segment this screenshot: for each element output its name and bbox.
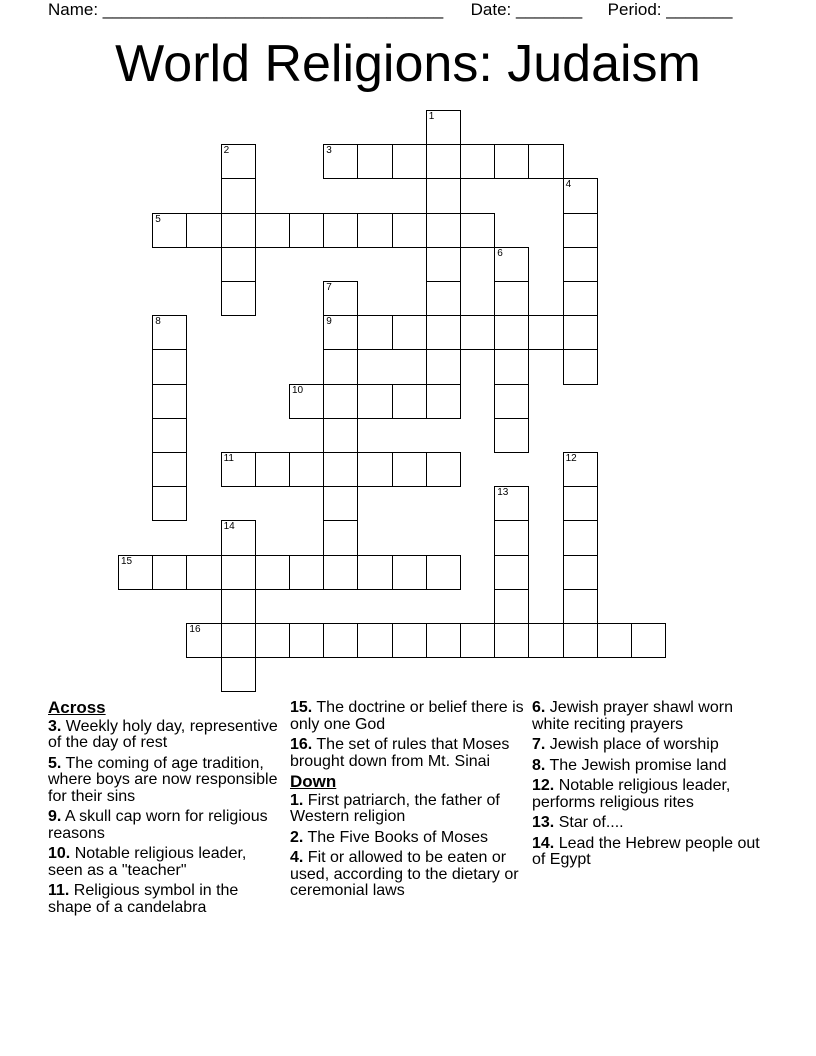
- clue-text: The coming of age tradition, where boys are now responsible for their sins: [48, 754, 278, 805]
- grid-cell[interactable]: [563, 315, 598, 350]
- clue-number-label: 6.: [532, 699, 546, 716]
- grid-cell[interactable]: [323, 623, 358, 658]
- grid-cell[interactable]: [357, 555, 392, 590]
- clue-text: The doctrine or belief there is only one God: [290, 699, 524, 733]
- clue-number-label: 5.: [48, 754, 62, 772]
- grid-cell[interactable]: [255, 623, 290, 658]
- clue-item: [532, 737, 762, 754]
- clue-text: First patriarch, the father of Western religion: [290, 791, 500, 825]
- grid-cell[interactable]: [426, 623, 461, 658]
- grid-cell[interactable]: [323, 349, 358, 384]
- clue-item: [290, 830, 526, 847]
- grid-cell[interactable]: [426, 110, 461, 145]
- clue-text: Lead the Hebrew people out of Egypt: [532, 834, 760, 868]
- clue-number-label: 3.: [48, 717, 62, 735]
- grid-cell[interactable]: [323, 315, 358, 350]
- grid-cell[interactable]: [528, 623, 563, 658]
- grid-cell[interactable]: [563, 213, 598, 248]
- grid-cell[interactable]: [152, 349, 187, 384]
- clue-number-label: 9.: [48, 808, 62, 825]
- clue-text: Notable religious leader, performs religious rites: [532, 777, 731, 811]
- clue-item: [532, 758, 762, 775]
- clues-column-2: [290, 700, 526, 904]
- grid-cell[interactable]: [221, 178, 256, 213]
- grid-cell[interactable]: [392, 452, 427, 487]
- period-field[interactable]: Period: _______: [607, 0, 733, 19]
- grid-cell[interactable]: [152, 486, 187, 521]
- page-title: World Religions: Judaism: [115, 35, 701, 93]
- grid-cell[interactable]: [494, 486, 529, 521]
- clue-number: 8: [155, 316, 161, 328]
- grid-cell[interactable]: [563, 486, 598, 521]
- grid-cell[interactable]: [563, 520, 598, 555]
- grid-cell[interactable]: [392, 384, 427, 419]
- grid-cell[interactable]: [426, 555, 461, 590]
- clue-item: [532, 700, 762, 733]
- clue-number-label: 15.: [290, 699, 313, 716]
- clue-number-label: 2.: [290, 828, 304, 846]
- clue-number-label: 7.: [532, 736, 546, 753]
- clue-number: 16: [189, 624, 201, 635]
- clue-number-label: 8.: [532, 756, 546, 774]
- grid-cell[interactable]: [357, 315, 392, 350]
- grid-cell[interactable]: [563, 452, 598, 487]
- grid-cell[interactable]: [289, 384, 324, 419]
- clue-text: Fit or allowed to be eaten or used, according to the dietary or ceremonial laws: [290, 849, 519, 899]
- grid-cell[interactable]: [255, 555, 290, 590]
- grid-cell[interactable]: [323, 520, 358, 555]
- grid-cell[interactable]: [528, 315, 563, 350]
- grid-cell[interactable]: [392, 213, 427, 248]
- clue-number: 6: [497, 247, 503, 259]
- grid-cell[interactable]: [494, 281, 529, 316]
- clue-number: 2: [223, 145, 230, 157]
- grid-cell[interactable]: [186, 555, 221, 590]
- clue-number-label: 14.: [532, 834, 555, 852]
- grid-cell[interactable]: [221, 247, 256, 282]
- clue-item: [532, 815, 762, 832]
- clue-number: 10: [292, 384, 304, 396]
- grid-cell[interactable]: [289, 623, 324, 658]
- grid-cell[interactable]: [563, 178, 598, 213]
- clue-item: [532, 836, 762, 869]
- clue-number: 7: [326, 282, 332, 293]
- clue-item: [290, 793, 526, 826]
- clue-number: 14: [223, 521, 235, 533]
- clue-number: 4: [565, 179, 572, 191]
- clue-item: [48, 719, 284, 752]
- clue-item: [48, 756, 284, 806]
- grid-cell[interactable]: [494, 349, 529, 384]
- clue-item: [290, 700, 526, 733]
- grid-cell[interactable]: [152, 452, 187, 487]
- clue-item: [532, 778, 762, 811]
- grid-cell[interactable]: [392, 623, 427, 658]
- grid-cell[interactable]: [152, 384, 187, 419]
- grid-cell[interactable]: [357, 144, 392, 179]
- grid-cell[interactable]: [494, 520, 529, 555]
- grid-cell[interactable]: [426, 144, 461, 179]
- clue-number-label: 12.: [532, 777, 555, 794]
- date-field[interactable]: Date: _______: [470, 0, 583, 19]
- across-heading: Across: [48, 698, 106, 717]
- grid-cell[interactable]: [289, 213, 324, 248]
- grid-cell[interactable]: [323, 384, 358, 419]
- grid-cell[interactable]: [357, 384, 392, 419]
- grid-cell[interactable]: [323, 555, 358, 590]
- grid-cell[interactable]: [323, 452, 358, 487]
- grid-cell[interactable]: [460, 213, 495, 248]
- clue-number: 13: [497, 487, 509, 499]
- grid-cell[interactable]: [563, 555, 598, 590]
- grid-cell[interactable]: [289, 555, 324, 590]
- clue-text: Jewish place of worship: [545, 736, 719, 753]
- grid-cell[interactable]: [563, 623, 598, 658]
- clue-number: 11: [223, 453, 234, 464]
- grid-cell[interactable]: [563, 281, 598, 316]
- clues-column-1: [48, 700, 284, 920]
- clue-item: [48, 846, 284, 879]
- grid-cell[interactable]: [426, 178, 461, 213]
- grid-cell[interactable]: [494, 247, 529, 282]
- clue-item: [290, 850, 526, 900]
- clue-text: The Five Books of Moses: [303, 828, 489, 846]
- name-field[interactable]: Name: ____________________________________: [48, 0, 444, 19]
- grid-cell[interactable]: [152, 315, 187, 350]
- grid-cell[interactable]: [631, 623, 666, 658]
- grid-cell[interactable]: [323, 144, 358, 179]
- grid-cell[interactable]: [186, 213, 221, 248]
- grid-cell[interactable]: [357, 452, 392, 487]
- grid-cell[interactable]: [323, 213, 358, 248]
- grid-cell[interactable]: [494, 589, 529, 624]
- grid-cell[interactable]: [426, 213, 461, 248]
- clue-item: [290, 737, 526, 770]
- grid-cell[interactable]: [357, 623, 392, 658]
- grid-cell[interactable]: [118, 555, 153, 590]
- grid-cell[interactable]: [426, 452, 461, 487]
- clue-number-label: 1.: [290, 791, 304, 809]
- grid-cell[interactable]: [186, 623, 221, 658]
- clue-text: A skull cap worn for religious reasons: [48, 808, 268, 842]
- grid-cell[interactable]: [460, 623, 495, 658]
- grid-cell[interactable]: [221, 589, 256, 624]
- grid-cell[interactable]: [152, 555, 187, 590]
- grid-cell[interactable]: [426, 384, 461, 419]
- grid-cell[interactable]: [426, 349, 461, 384]
- clues-column-3: [532, 700, 762, 873]
- clue-number-label: 11.: [48, 882, 70, 899]
- grid-cell[interactable]: [494, 555, 529, 590]
- grid-cell[interactable]: [323, 486, 358, 521]
- clue-number: 1: [428, 111, 435, 122]
- grid-cell[interactable]: [460, 144, 495, 179]
- clue-number-label: 13.: [532, 814, 555, 831]
- grid-cell[interactable]: [255, 452, 290, 487]
- grid-cell[interactable]: [392, 144, 427, 179]
- grid-cell[interactable]: [392, 555, 427, 590]
- down-heading: Down: [290, 772, 337, 791]
- clue-text: Jewish prayer shawl worn white reciting prayers: [532, 699, 733, 733]
- clue-text: Religious symbol in the shape of a candelabra: [48, 882, 239, 916]
- clue-number: 15: [121, 555, 133, 567]
- clue-item: [48, 883, 284, 916]
- grid-cell[interactable]: [323, 418, 358, 453]
- clue-item: [48, 809, 284, 842]
- grid-cell[interactable]: [221, 281, 256, 316]
- clue-text: Star of....: [554, 814, 624, 831]
- grid-cell[interactable]: [597, 623, 632, 658]
- clue-number-label: 10.: [48, 845, 71, 862]
- clue-number: 5: [155, 213, 161, 225]
- grid-cell[interactable]: [221, 657, 256, 692]
- grid-cell[interactable]: [221, 555, 256, 590]
- clue-text: Notable religious leader, seen as a "teacher": [48, 845, 247, 879]
- grid-cell[interactable]: [357, 213, 392, 248]
- grid-cell[interactable]: [460, 315, 495, 350]
- clue-number: 3: [326, 145, 332, 157]
- clue-number-label: 16.: [290, 736, 313, 753]
- clue-text: The Jewish promise land: [545, 756, 727, 774]
- grid-cell[interactable]: [494, 623, 529, 658]
- grid-cell[interactable]: [528, 144, 563, 179]
- grid-cell[interactable]: [221, 452, 256, 487]
- grid-cell[interactable]: [563, 589, 598, 624]
- grid-cell[interactable]: [392, 315, 427, 350]
- clue-number: 9: [326, 316, 332, 328]
- grid-cell[interactable]: [563, 247, 598, 282]
- grid-cell[interactable]: [221, 623, 256, 658]
- grid-cell[interactable]: [563, 349, 598, 384]
- clue-number-label: 4.: [290, 849, 304, 866]
- grid-cell[interactable]: [494, 315, 529, 350]
- clue-text: The set of rules that Moses brought down from Mt. Sinai: [290, 736, 510, 770]
- grid-cell[interactable]: [494, 418, 529, 453]
- grid-cell[interactable]: [426, 315, 461, 350]
- grid-cell[interactable]: [152, 213, 187, 248]
- grid-cell[interactable]: [221, 520, 256, 555]
- clue-number: 12: [565, 453, 577, 464]
- grid-cell[interactable]: [221, 213, 256, 248]
- grid-cell[interactable]: [221, 144, 256, 179]
- grid-cell[interactable]: [494, 384, 529, 419]
- clue-text: Weekly holy day, representive of the day of rest: [48, 717, 278, 751]
- grid-cell[interactable]: [323, 281, 358, 316]
- grid-cell[interactable]: [426, 247, 461, 282]
- grid-cell[interactable]: [255, 213, 290, 248]
- grid-cell[interactable]: [426, 281, 461, 316]
- grid-cell[interactable]: [494, 144, 529, 179]
- grid-cell[interactable]: [289, 452, 324, 487]
- grid-cell[interactable]: [152, 418, 187, 453]
